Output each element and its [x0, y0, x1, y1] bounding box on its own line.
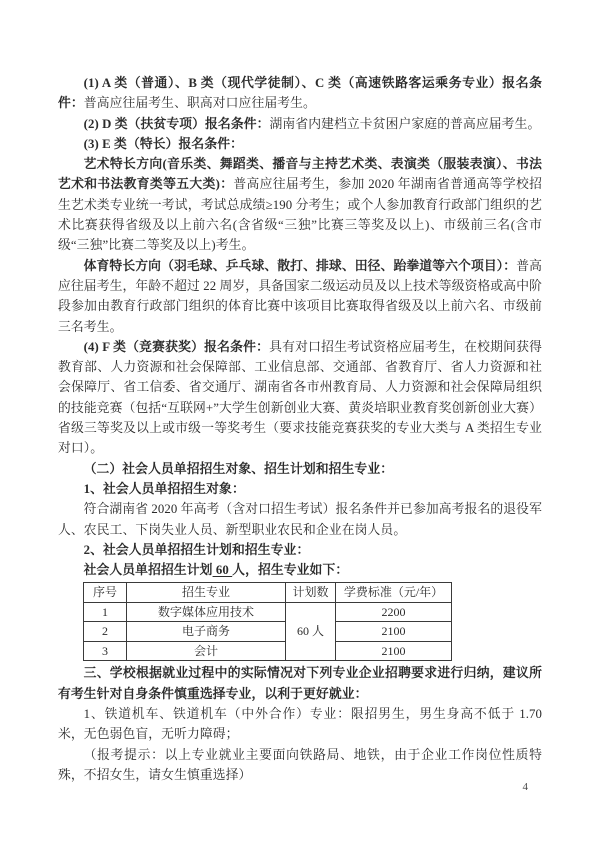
table-header-cell: 学费标准（元/年） — [336, 583, 452, 603]
text-run: 体育特长方向（羽毛球、乒乓球、散打、排球、田径、跆拳道等六个项目）： — [83, 258, 517, 273]
paragraph — [58, 540, 542, 560]
paragraph — [58, 73, 542, 114]
paragraph — [58, 479, 542, 499]
row-number-cell: 3 — [84, 641, 127, 661]
paragraph — [58, 499, 542, 540]
table-header-row — [84, 583, 452, 603]
paragraphs-before-table — [58, 73, 542, 580]
table-row — [84, 641, 452, 661]
table-header-cell: 招生专业 — [127, 583, 286, 603]
paragraph — [58, 560, 542, 580]
text-run: 2、社会人员单招招生计划和招生专业： — [83, 542, 310, 557]
row-number-cell: 2 — [84, 622, 127, 642]
text-run: 普高应往届考生，参加 2020 年湖南省普通高等学校招生艺术类专业统一考试，考试总成绩≥190 分考生；或个人参加教育行政部门组织的艺术比赛获得省级及以上前六名(含省级“三独”比赛三等奖及以上)、市级前三名(含市级“三独”比赛二等奖及以上)考生。 — [58, 177, 542, 253]
text-run: 1、铁道机车、铁道机车（中外合作）专业：限招男生，男生身高不低于 1.70 米，无色弱色盲，无听力障碍； — [58, 707, 542, 742]
paragraph — [58, 256, 542, 337]
paragraph — [58, 154, 542, 255]
paragraph — [58, 337, 542, 459]
text-run: （报考提示：以上专业就业主要面向铁路局、地铁，由于企业工作岗位性质特殊，不招女生，请女生慎重选择） — [58, 747, 542, 782]
row-number-cell: 1 — [84, 602, 127, 622]
text-run: 具有对口招生考试资格应届考生，在校期间获得教育部、人力资源和社会保障部、工业信息部、交通部、省教育厅、省人力资源和社会保障厅、省工信委、省交通厅、湖南省各市州教育局、人力资源和社会保障局组织的技能竞赛（包括“互联网+”大学生创新创业大赛、黄炎培职业教育奖创新创业大赛）省级三等奖及以上或市级一等奖考生（要求技能竞赛获奖的专业大类与 A 类招生专业对口）。 — [58, 339, 542, 456]
text-run: (4) F 类（竞赛获奖）报名条件： — [83, 339, 270, 354]
table-header-cell: 计划数 — [286, 583, 336, 603]
paragraph — [58, 134, 542, 154]
text-run: 60 — [212, 563, 233, 578]
major-cell: 电子商务 — [127, 622, 286, 642]
text-run: 普高应往届考生，年龄不超过 22 周岁，具备国家二级运动员及以上技术等级资格或高中阶段参加由教育行政部门组织的体育比赛中该项目比赛取得省级及以上前六名、市级前三名考生。 — [58, 258, 543, 334]
text-run: 艺术特长方向(音乐类、舞蹈类、播音与主持艺术类、表演类（服装表演）、书法艺术和书法教育类等五大类)： — [58, 157, 542, 192]
fee-cell: 2100 — [336, 641, 452, 661]
text-run: (2) D 类（扶贫专项）报名条件： — [83, 116, 270, 131]
text-run: （二）社会人员单招招生对象、招生计划和招生专业： — [83, 461, 394, 476]
table-row — [84, 622, 452, 642]
plan-total-cell: 60 人 — [286, 602, 336, 661]
table-header-cell: 序号 — [84, 583, 127, 603]
table-row — [84, 602, 452, 622]
text-run: (1) A 类（普通）、B 类（现代学徒制）、C 类（高速铁路客运乘务专业）报名条件： — [58, 76, 542, 111]
text-run: 社会人员单招招生计划 — [83, 563, 213, 578]
document-body — [58, 73, 542, 785]
text-run: 人，招生专业如下： — [232, 563, 349, 578]
fee-cell: 2200 — [336, 602, 452, 622]
paragraph — [58, 459, 542, 479]
fee-cell: 2100 — [336, 622, 452, 642]
enrollment-plan-table — [83, 582, 452, 661]
text-run: 普高应往届考生、职高对口应往届考生。 — [83, 96, 316, 111]
text-run: 湖南省内建档立卡贫困户家庭的普高应届考生。 — [269, 116, 541, 131]
paragraph — [58, 745, 542, 786]
paragraphs-after-table — [58, 663, 542, 785]
paragraph — [58, 663, 542, 704]
major-cell: 数字媒体应用技术 — [127, 602, 286, 622]
text-run: 1、社会人员单招招生对象： — [83, 481, 245, 496]
text-run: 符合湖南省 2020 年高考（含对口招生考试）报名条件并已参加高考报名的退役军人、农民工、下岗失业人员、新型职业农民和企业在岗人员。 — [58, 502, 542, 537]
page-number: 4 — [522, 781, 528, 793]
table-body — [84, 602, 452, 661]
text-run: (3) E 类（特长）报名条件： — [83, 136, 244, 151]
paragraph — [58, 704, 542, 745]
major-cell: 会计 — [127, 641, 286, 661]
text-run: 三、学校根据就业过程中的实际情况对下列专业企业招聘要求进行归纳，建议所有考生针对自身条件慎重选择专业，以利于更好就业： — [58, 666, 542, 701]
paragraph — [58, 114, 542, 134]
